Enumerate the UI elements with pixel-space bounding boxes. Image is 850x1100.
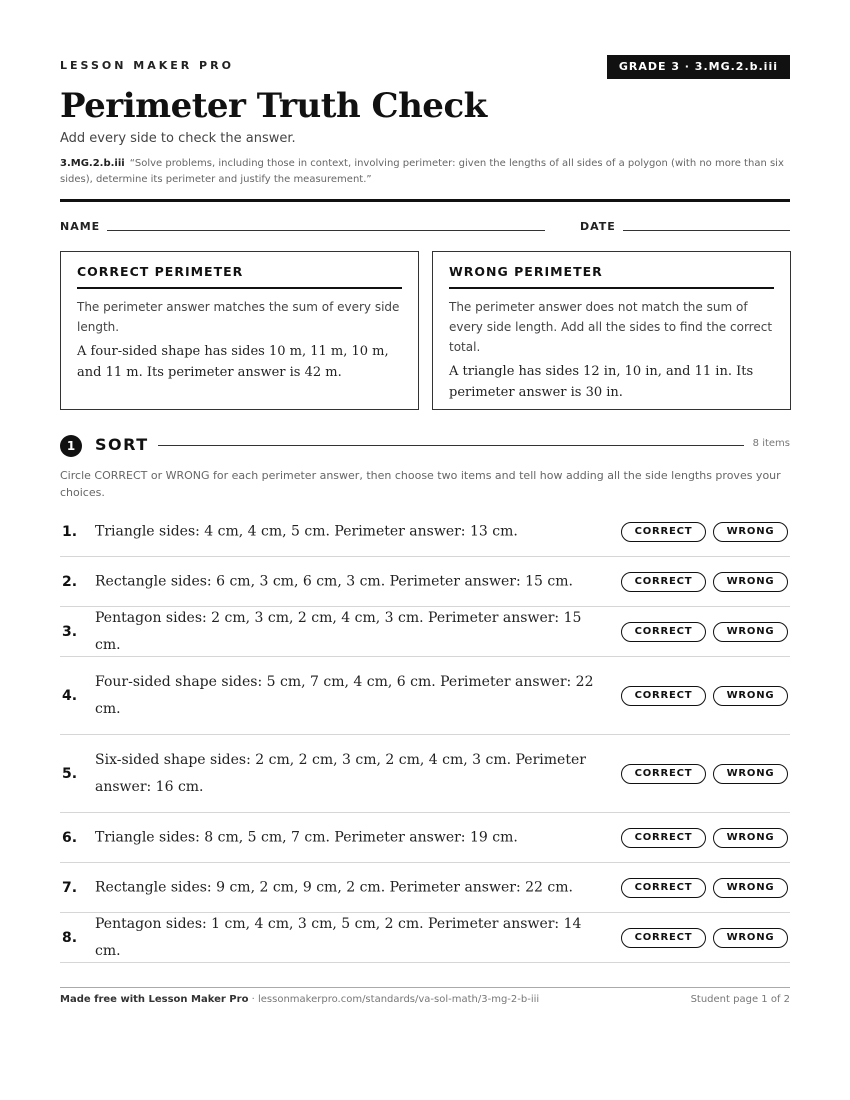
question-text: Six-sided shape sides: 2 cm, 2 cm, 3 cm, 2 cm, 4 cm, 3 cm. Perimeter answer: 16 cm. bbox=[95, 751, 586, 795]
correct-perimeter-box bbox=[60, 251, 419, 410]
question-number: 7. bbox=[62, 879, 78, 896]
correct-button[interactable]: CORRECT bbox=[621, 522, 706, 542]
page-subtitle: Add every side to check the answer. bbox=[60, 131, 296, 146]
correct-button[interactable]: CORRECT bbox=[621, 828, 706, 848]
wrong-button[interactable]: WRONG bbox=[713, 928, 788, 948]
footer-divider bbox=[60, 987, 790, 988]
name-field[interactable] bbox=[107, 230, 545, 231]
question-text: Pentagon sides: 2 cm, 3 cm, 2 cm, 4 cm, 3 cm. Perimeter answer: 15 cm. bbox=[95, 609, 582, 653]
correct-button[interactable]: CORRECT bbox=[621, 928, 706, 948]
question-text: Rectangle sides: 6 cm, 3 cm, 6 cm, 3 cm. Perimeter answer: 15 cm. bbox=[95, 573, 573, 589]
question-text: Pentagon sides: 1 cm, 4 cm, 3 cm, 5 cm, 2 cm. Perimeter answer: 14 cm. bbox=[95, 915, 582, 959]
answer-choices bbox=[621, 572, 788, 592]
question-number: 2. bbox=[62, 573, 78, 590]
question-row-4 bbox=[60, 657, 790, 735]
page-number: Student page 1 of 2 bbox=[690, 994, 790, 1005]
correct-button[interactable]: CORRECT bbox=[621, 878, 706, 898]
question-row-7 bbox=[60, 863, 790, 913]
question-number: 8. bbox=[62, 929, 78, 946]
answer-choices bbox=[621, 828, 788, 848]
question-text: Four-sided shape sides: 5 cm, 7 cm, 4 cm, 6 cm. Perimeter answer: 22 cm. bbox=[95, 673, 594, 717]
question-row-6 bbox=[60, 813, 790, 863]
correct-button[interactable]: CORRECT bbox=[621, 622, 706, 642]
wrong-button[interactable]: WRONG bbox=[713, 622, 788, 642]
question-number: 4. bbox=[62, 687, 78, 704]
question-row-8 bbox=[60, 913, 790, 963]
question-row-1 bbox=[60, 507, 790, 557]
question-text: Triangle sides: 8 cm, 5 cm, 7 cm. Perimeter answer: 19 cm. bbox=[95, 829, 518, 845]
wrong-button[interactable]: WRONG bbox=[713, 828, 788, 848]
item-count: 8 items bbox=[752, 438, 790, 449]
made-with-text: Made free with Lesson Maker Pro bbox=[60, 994, 249, 1005]
footer-url: · lessonmakerpro.com/standards/va-sol-math/3-mg-2-b-iii bbox=[248, 994, 540, 1005]
footer bbox=[60, 994, 790, 1005]
question-row-5 bbox=[60, 735, 790, 813]
date-label: DATE bbox=[580, 220, 616, 233]
date-field[interactable] bbox=[623, 230, 790, 231]
step-number-badge: 1 bbox=[60, 435, 82, 457]
header-divider bbox=[60, 199, 790, 202]
question-row-2 bbox=[60, 557, 790, 607]
brand-name: LESSON MAKER PRO bbox=[60, 59, 234, 72]
wrong-perimeter-box bbox=[432, 251, 791, 410]
answer-choices bbox=[621, 878, 788, 898]
answer-choices bbox=[621, 622, 788, 642]
name-date-row bbox=[60, 219, 790, 235]
box-example: A four-sided shape has sides 10 m, 11 m, 10 m, and 11 m. Its perimeter answer is 42 m. bbox=[77, 344, 389, 380]
answer-choices bbox=[621, 928, 788, 948]
standard-description bbox=[60, 156, 790, 188]
question-number: 1. bbox=[62, 523, 78, 540]
question-number: 5. bbox=[62, 765, 78, 782]
sort-section-header bbox=[60, 434, 790, 458]
answer-choices bbox=[621, 764, 788, 784]
page-title: Perimeter Truth Check bbox=[60, 86, 487, 126]
wrong-button[interactable]: WRONG bbox=[713, 572, 788, 592]
section-title: SORT bbox=[95, 435, 149, 454]
top-bar bbox=[60, 55, 790, 79]
question-number: 3. bbox=[62, 623, 78, 640]
answer-choices bbox=[621, 522, 788, 542]
question-row-3 bbox=[60, 607, 790, 657]
sort-instructions: Circle CORRECT or WRONG for each perimeter answer, then choose two items and tell how adding all the side lengths proves your choices. bbox=[60, 469, 781, 499]
wrong-button[interactable]: WRONG bbox=[713, 764, 788, 784]
wrong-button[interactable]: WRONG bbox=[713, 522, 788, 542]
question-text: Rectangle sides: 9 cm, 2 cm, 9 cm, 2 cm. Perimeter answer: 22 cm. bbox=[95, 879, 573, 895]
answer-choices bbox=[621, 686, 788, 706]
name-label: NAME bbox=[60, 220, 101, 233]
box-description: The perimeter answer matches the sum of every side length. bbox=[77, 300, 400, 334]
box-title: CORRECT PERIMETER bbox=[77, 264, 402, 289]
question-text: Triangle sides: 4 cm, 4 cm, 5 cm. Perimeter answer: 13 cm. bbox=[95, 523, 518, 539]
correct-button[interactable]: CORRECT bbox=[621, 764, 706, 784]
wrong-button[interactable]: WRONG bbox=[713, 686, 788, 706]
wrong-button[interactable]: WRONG bbox=[713, 878, 788, 898]
box-example: A triangle has sides 12 in, 10 in, and 11 in. Its perimeter answer is 30 in. bbox=[449, 364, 754, 400]
correct-button[interactable]: CORRECT bbox=[621, 686, 706, 706]
correct-button[interactable]: CORRECT bbox=[621, 572, 706, 592]
standard-text: “Solve problems, including those in context, involving perimeter: given the lengths of all sides of a polygon (with no more than six sides), determine its perimeter and justify the measurement.” bbox=[60, 158, 784, 185]
standard-code: 3.MG.2.b.iii bbox=[60, 158, 125, 169]
question-number: 6. bbox=[62, 829, 78, 846]
section-divider bbox=[158, 445, 744, 446]
box-title: WRONG PERIMETER bbox=[449, 264, 774, 289]
question-list bbox=[60, 507, 790, 963]
grade-badge: GRADE 3 · 3.MG.2.b.iii bbox=[607, 55, 790, 79]
box-description: The perimeter answer does not match the sum of every side length. Add all the sides to find the correct total. bbox=[449, 300, 773, 354]
